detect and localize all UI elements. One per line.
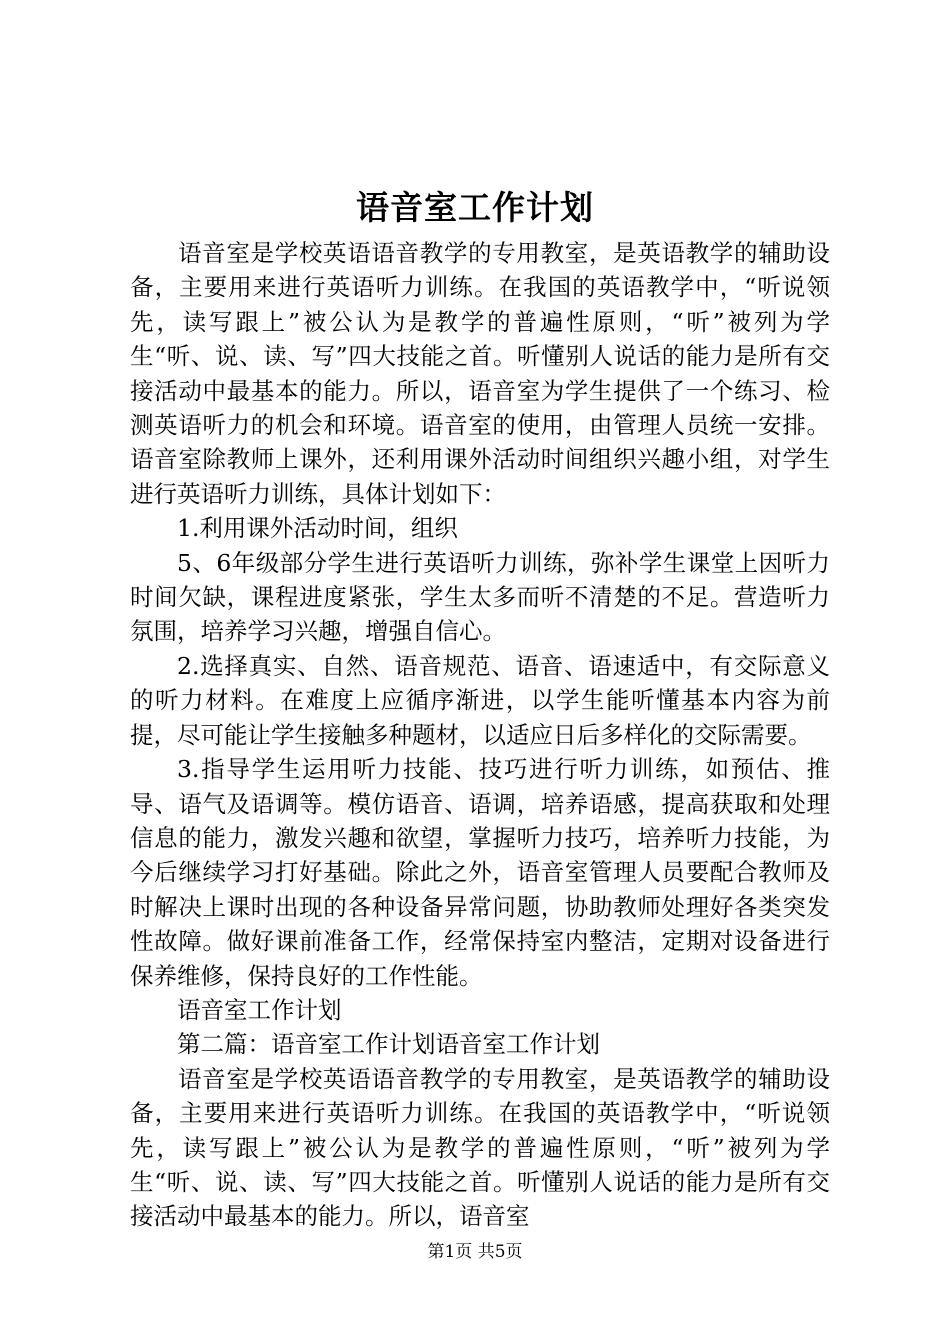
paragraph-second-part-intro: 语音室是学校英语语音教学的专用教室，是英语教学的辅助设备，主要用来进行英语听力训练。在我国的英语教学中，“听说领先，读写跟上”被公认为是教学的普遍性原则，“听”被列为学生“听、说、读、写”四大技能之首。听懂别人说话的能力是所有交接活动中最基本的能力。所以，语音室 — [130, 1064, 830, 1231]
paragraph-intro: 语音室是学校英语语音教学的专用教室，是英语教学的辅助设备，主要用来进行英语听力训练。在我国的英语教学中，“听说领先，读写跟上”被公认为是教学的普遍性原则，“听”被列为学生“听、说、读、写”四大技能之首。听懂别人说话的能力是所有交接活动中最基本的能力。所以，语音室为学生提供了一个练习、检测英语听力的机会和环境。语音室的使用，由管理人员统一安排。语音室除教师上课外，还利用课外活动时间组织兴趣小组，对学生进行英语听力训练，具体计划如下： — [130, 239, 830, 508]
document-body — [130, 236, 830, 1234]
paragraph-item-2: 2.选择真实、自然、语音规范、语音、语速适中，有交际意义的听力材料。在难度上应循序渐进，以学生能听懂基本内容为前提，尽可能让学生接触多种题材，以适应日后多样化的交际需要。 — [130, 651, 830, 749]
paragraph-item-1-detail: 5、6年级部分学生进行英语听力训练，弥补学生课堂上因听力时间欠缺，课程进度紧张，学生太多而听不清楚的不足。营造听力氛围，培养学习兴趣，增强自信心。 — [130, 548, 830, 646]
paragraph-repeat-title: 语音室工作计划 — [177, 995, 342, 1024]
document-title: 语音室工作计划 — [356, 188, 594, 227]
paragraph-item-3: 3.指导学生运用听力技能、技巧进行听力训练，如预估、推导、语气及语调等。模仿语音、语调，培养语感，提高获取和处理信息的能力，激发兴趣和欲望，掌握听力技巧，培养听力技能，为今后继续学习打好基础。除此之外，语音室管理人员要配合教师及时解决上课时出现的各种设备异常问题，协助教师处理好各类突发性故障。做好课前准备工作，经常保持室内整洁，定期对设备进行保养维修，保持良好的工作性能。 — [130, 755, 830, 990]
page-footer: 第1页 共5页 — [427, 1242, 523, 1262]
paragraph-second-part-heading: 第二篇：语音室工作计划语音室工作计划 — [177, 1030, 600, 1059]
paragraph-item-1: 1.利用课外活动时间，组织 — [177, 514, 458, 543]
